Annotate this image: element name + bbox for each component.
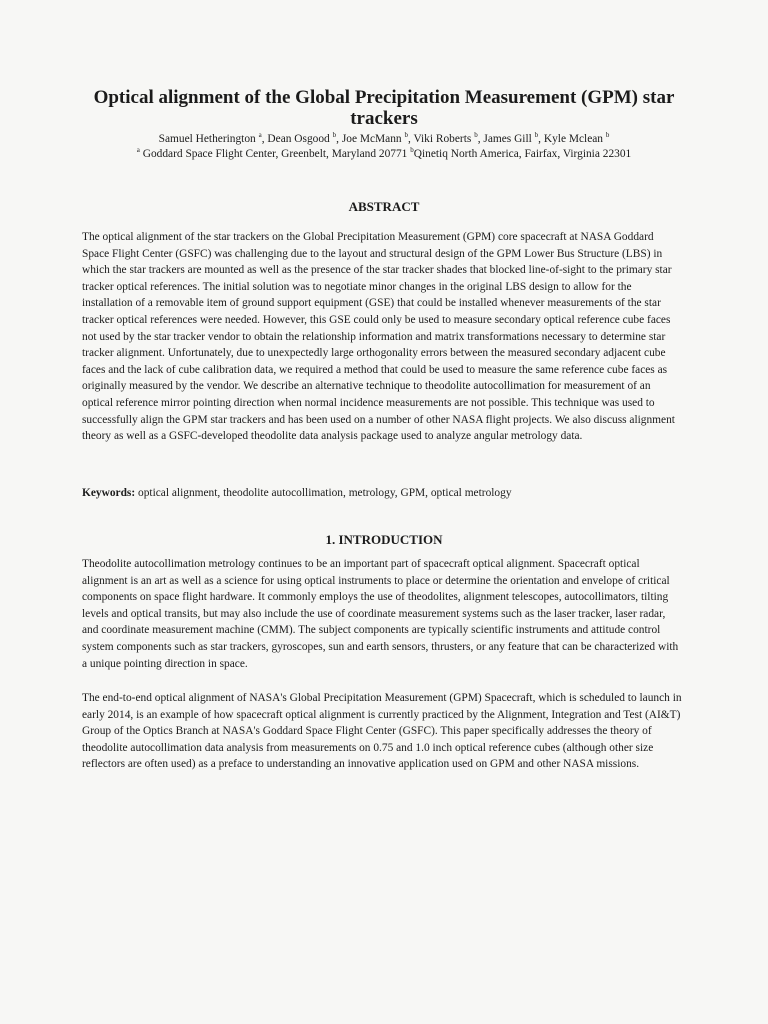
keywords-label: Keywords: bbox=[82, 487, 136, 499]
author: Samuel Hetherington $^a$ bbox=[158, 131, 262, 145]
keywords-line bbox=[82, 485, 682, 502]
author: James Gill $^b$ bbox=[483, 131, 539, 145]
author: Joe McMann $^b$ bbox=[341, 131, 408, 145]
abstract-heading: ABSTRACT bbox=[348, 199, 420, 214]
affiliation: $^b$Qinetiq North America, Fairfax, Virginia 22301 bbox=[410, 146, 632, 160]
intro-paragraph-2: The end-to-end optical alignment of NASA's Global Precipitation Measurement (GPM) Spacecraft, which is scheduled to launch in early 2014, is an example of how spacecraft optical alignment is currently practiced by the Alignment, Integration and Test (AI&T) Group of the Optics Branch at NASA's Goddard Space Flight Center (GSFC). This paper specifically addresses the theory of theodolite autocollimation data analysis from measurements on 0.75 and 1.0 inch optical reference cubes (although other size reflectors are often used) as a preface to understanding an innovative application used on GPM and other NASA missions. bbox=[82, 692, 682, 771]
introduction-heading: 1. INTRODUCTION bbox=[325, 532, 443, 547]
keywords-text: optical alignment, theodolite autocollimation, metrology, GPM, optical metrology bbox=[138, 487, 512, 499]
author: Viki Roberts $^b$ bbox=[413, 131, 478, 145]
intro-paragraph-1: Theodolite autocollimation metrology continues to be an important part of spacecraft optical alignment. Spacecraft optical alignment is an art as well as a science for using optical instruments to place or determine the orientation and envelope of critical components on space flight hardware. It commonly employs the use of theodolites, alignment telescopes, autocollimators, tilting levels and optical transits, but may also include the use of coordinate measurement systems such as the laser tracker, laser radar, and coordinate measurement machine (CMM). The subject components are typically scientific instruments and attitude control system components such as star trackers, gyroscopes, sun and earth sensors, thrusters, or any feature that can be characterized with a unique pointing direction in space. bbox=[82, 558, 679, 670]
paper-title: Optical alignment of the Global Precipitation Measurement (GPM) star trackers bbox=[93, 87, 675, 129]
abstract-text: The optical alignment of the star trackers on the Global Precipitation Measurement (GPM) core spacecraft at NASA Goddard Space Flight Center (GSFC) was challenging due to the layout and structural design of the GPM Lower Bus Structure (LBS) in which the star trackers are mounted as well as the presence of the star tracker shades that blocked line-of-sight to the primary star tracker optical references. The initial solution was to negotiate minor changes in the original LBS design to allow for the installation of a removable item of ground support equipment (GSE) that could be installed whenever measurements of the star tracker optical references were needed. However, this GSE could only be used to measure secondary optical reference cube faces not used by the star tracker vendor to obtain the relationship information and matrix transformations necessary to determine star tracker alignment. Unfortunately, due to unexpectedly large orthogonality errors between the measured secondary adjacent cube faces and the lack of cube calibration data, we required a method that could be used to measure the same reference cube faces as originally measured by the vendor. We describe an alternative technique to theodolite autocollimation for measurement of an optical reference mirror pointing direction when normal incidence measurements are not possible. This technique was used to successfully align the GPM star trackers and has been used on a number of other NASA flight projects. We also discuss alignment theory as well as a GSFC-developed theodolite data analysis package used to analyze angular metrology data. bbox=[82, 231, 675, 443]
affiliation-list bbox=[80, 147, 688, 162]
author: Kyle Mclean $^b$ bbox=[543, 131, 610, 145]
affiliation: $^a$ Goddard Space Flight Center, Greenbelt, Maryland 20771 bbox=[136, 146, 408, 160]
author-list: Samuel Hetherington $^a$, Dean Osgood $^b$, Joe McMann $^b$, Viki Roberts $^b$, James Gill $^b$, Kyle Mclean $^b$ bbox=[158, 131, 610, 145]
author: Dean Osgood $^b$ bbox=[267, 131, 337, 145]
